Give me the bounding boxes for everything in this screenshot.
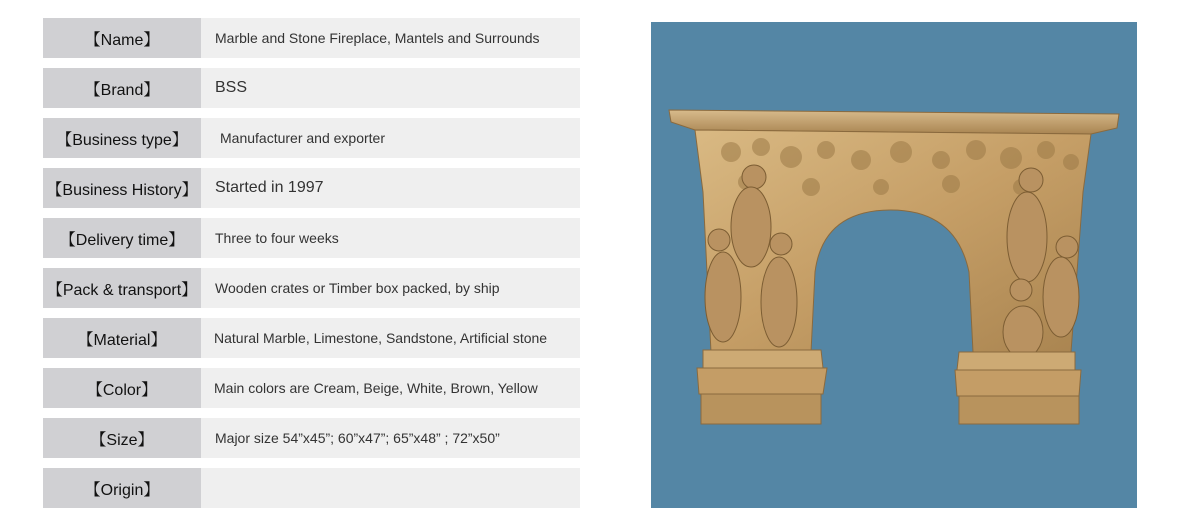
spec-value: Marble and Stone Fireplace, Mantels and Surrounds bbox=[201, 18, 580, 58]
spec-value: Natural Marble, Limestone, Sandstone, Artificial stone bbox=[201, 318, 580, 358]
spec-row-pack-transport bbox=[43, 268, 580, 308]
spec-label: 【Business History】 bbox=[43, 168, 201, 208]
spec-value: Three to four weeks bbox=[201, 218, 580, 258]
spec-label: 【Business type】 bbox=[43, 118, 201, 158]
spec-row-business-history bbox=[43, 168, 580, 208]
fireplace-arch bbox=[819, 218, 963, 367]
spec-value: Manufacturer and exporter bbox=[201, 118, 580, 158]
right-plinth bbox=[957, 352, 1075, 370]
spec-label: 【Size】 bbox=[43, 418, 201, 458]
spec-label: 【Name】 bbox=[43, 18, 201, 58]
spec-value: Started in 1997 bbox=[201, 168, 580, 208]
spec-row-delivery-time bbox=[43, 218, 580, 258]
spec-value bbox=[201, 468, 580, 508]
spec-value: Major size 54”x45”; 60”x47”; 65”x48” ; 72”x50” bbox=[201, 418, 580, 458]
left-foot bbox=[701, 394, 821, 424]
spec-label: 【Color】 bbox=[43, 368, 201, 408]
spec-table bbox=[43, 18, 580, 518]
fireplace-photo bbox=[651, 22, 1137, 508]
fireplace-illustration bbox=[651, 22, 1137, 508]
spec-value: Wooden crates or Timber box packed, by ship bbox=[201, 268, 580, 308]
spec-row-brand bbox=[43, 68, 580, 108]
spec-label: 【Delivery time】 bbox=[43, 218, 201, 258]
spec-label: 【Brand】 bbox=[43, 68, 201, 108]
spec-label: 【Origin】 bbox=[43, 468, 201, 508]
spec-row-name bbox=[43, 18, 580, 58]
spec-value: Main colors are Cream, Beige, White, Brown, Yellow bbox=[201, 368, 580, 408]
spec-row-material bbox=[43, 318, 580, 358]
spec-row-size bbox=[43, 418, 580, 458]
left-base bbox=[697, 368, 827, 394]
spec-label: 【Pack & transport】 bbox=[43, 268, 201, 308]
spec-row-business-type bbox=[43, 118, 580, 158]
spec-row-color bbox=[43, 368, 580, 408]
right-base bbox=[955, 370, 1081, 396]
spec-value: BSS bbox=[201, 68, 580, 108]
spec-label: 【Material】 bbox=[43, 318, 201, 358]
left-plinth bbox=[703, 350, 823, 368]
right-foot bbox=[959, 396, 1079, 424]
spec-row-origin bbox=[43, 468, 580, 508]
